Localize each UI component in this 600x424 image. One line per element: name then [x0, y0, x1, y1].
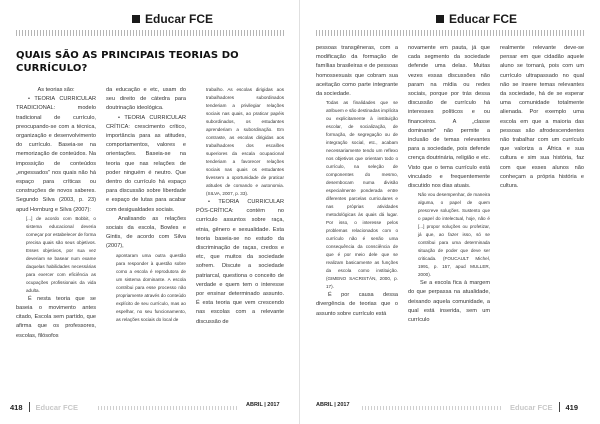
paragraph: apontaram uma outra questão para responder à questão sobre como a escola é reprodutora de um sistema dominante. A escola contribui para esse processo não propriamente através do conteúdo explícito de seu currículo, mas ao espelhar, no seu funcionamento, as relações sociais do local de [116, 252, 186, 322]
right-header [436, 12, 517, 26]
header-square-icon [436, 15, 444, 23]
paragraph: As teorias são: [37, 87, 75, 93]
paragraph: • TEORIA CURRICULAR CRÍTICA: crescimento crítico, importância para as atitudes, comportamentos, valores e orientações. Baseia-se na teoria que nas relações de poder ninguém é neutro. Que dentro do currículo há espaço para discussão sobre liberdade e espaço de lutas para acabar com desigualdades sociais. [106, 114, 186, 213]
paragraph: Todas as finalidades que se atribuem e são destinadas implícita ou explicitamente à instituição escolar, de socialização, de formação, de segregação ou de integração social, etc., acabam necessariamente tendo um reflexo nos objetivos que orientam todo o currículo, na seleção de componentes do mesmo, desembocam numa divisão especialmente ponderada entre diferentes parcelas curriculares e nas próprias atividades metodológicas às quais dá lugar. Por isso, o interesse pelos problemas relacionados com o currículo não é senão uma consequência da consciência de que é por meio dele que se realizam basicamente as funções da escola como instituição. (GIMENO SACRISTÁN, 2000, p. 17). [326, 100, 398, 290]
left-column-1 [16, 86, 96, 390]
paragraph: • TEORIA CURRICULAR TRADICIONAL: modelo tradicional de currículo, preocupando-se com a técnica, organização e desenvolvimento do currículo. Baseia-se na memorização de conteúdos. Na impossição de conteúdos „engessados" nos quais não há espaço para críticas ou construções de novos saberes. Segundo Silva (2003, p. 23) apud Hornburg e Silva (2007): [16, 96, 96, 213]
left-column-3 [196, 86, 284, 390]
right-footer-magazine: Educar FCE [510, 402, 553, 412]
right-header-rule [316, 30, 584, 36]
paragraph: da educação e etc, usam do seu direito de cátedra para doutrinação ideológica. [106, 87, 186, 112]
left-header [132, 12, 213, 26]
left-header-rule [16, 30, 284, 36]
paragraph: Analisando as relações sociais da escola, Bowles e Gintis, de acordo com Silva (2007), [106, 215, 186, 250]
paragraph: Não vou desempenhar, de maneira alguma, o papel de quem prescreve soluções. Sustento que o papel do intelectual, hoje, não é [...] propor soluções ou profetizar, já que, ao fazer isso, só se contribui para uma determinada situação de poder que deve ser criticada. (FOUCAULT Michel, 1991, p. 157, apud MULLER, 2000). [418, 192, 490, 278]
paragraph: É nesta teoria que se baseia o movimento antes citado, Escola sem partido, que afirma que os professores, escolas, filósofos [16, 295, 96, 339]
left-footer [10, 402, 78, 412]
right-page [300, 0, 600, 424]
right-footer [510, 402, 578, 412]
right-header-title: Educar FCE [449, 12, 518, 26]
header-square-icon [132, 15, 140, 23]
article-title: QUAIS SÃO AS PRINCIPAIS TEORIAS DO CURRÍCULO? [16, 50, 239, 74]
right-footer-date: ABRIL | 2017 [316, 402, 350, 408]
paragraph: pessoas transgêneras, com a modificação da formação de famílias brasileiras e de pessoas homossexuais que cobram sua aceitação como parte integrante da sociedade. [316, 45, 398, 98]
right-footer-rule [362, 406, 502, 410]
left-footer-magazine: Educar FCE [35, 402, 79, 412]
paragraph: [...] de acordo com Bobbit, o sistema educacional deveria começar por estabelecer de forma precisa quais são seus objetivos. Esses objetivos, por sua vez deveriam se basear num exame daquelas habilidades necessárias para exercer com eficiência as ocupações profissionais da vida adulta. [26, 215, 96, 293]
paragraph: Se a escola fica à margem do que perpassa na atualidade, deixando aquela comunidade, a qual está inserida, sem um currículo [408, 280, 490, 324]
paragraph: • TEORIA CURRICULAR PÓS-CRÍTICA: contém no currículo assuntos sobre raça, etnia, gênero e sexualidade. Esta teoria baseia-se no estudo da discriminação de raças, credos e etc, que muitos da sociedade sofrem. Discute a sociedade patriarcal, questiona o conceito de verdade e quem tem o interesse por ensinar determinado assunto. É esta teoria que vem crescendo nas escolas com a relevante discussão de [196, 199, 284, 325]
right-column-2 [408, 44, 490, 390]
right-page-number: 419 [565, 402, 579, 412]
left-footer-date: ABRIL | 2017 [246, 402, 280, 408]
right-footer-date-wrap [316, 402, 350, 408]
left-footer-date-wrap [246, 402, 280, 408]
paragraph: realmente relevante deve-se pensar em que cidadão aquele aluno se tornará, pois com um currículo ultrapassado no qual não se insere temas relevantes da sociedade, há de se esperar uma comunidade totalmente alienada. Por exemplo uma escola em que a maioria das pessoas são afrodescendentes não trabalhar com um currículo que valoriza a África e sua cultura e sim sua história, faz com que esses alunos não conheçam a própria história e cultura. [500, 45, 584, 190]
right-column-3 [500, 44, 584, 390]
paragraph: É por causa dessa divergência de teorias que o assunto sobre currículo está [316, 292, 398, 317]
footer-divider [559, 402, 560, 412]
paragraph: novamente em pauta, já que cada segmento da sociedade defende uma delas. Muitas vezes essas discussões não param na mídia ou redes sociais, porque por trás dessa discussão de currículo há interesses políticos e ou financeiros. A „classe dominante" não permite a inclusão de temas relevantes para a sociedade, pois defende crença doutrinária, religião e etc. Visto que o tema currículo está vinculado e frequentemente discutido nos dias atuais. [408, 45, 490, 190]
footer-divider [29, 402, 30, 412]
left-column-2 [106, 86, 186, 390]
right-column-1 [316, 44, 398, 390]
left-footer-rule [98, 406, 238, 410]
paragraph: trabalho. As escolas dirigidas aos trabalhadores subordinados tenderiam a privilegiar relações sociais nas quais, ao praticar papéis subordinados, os estudantes aprenderiam a subordinação. Em contraste, as escolas dirigidas aos trabalhadores dos escalões superiores da escala ocupacional tenderiam a favorecer relações sociais nas quais os estudantes tivessem a oportunidade de praticar atitudes de comando e autonomia. (SILVA, 2007, p. 33). [206, 87, 284, 196]
left-header-title: Educar FCE [145, 12, 214, 26]
left-page-number: 418 [10, 402, 23, 412]
